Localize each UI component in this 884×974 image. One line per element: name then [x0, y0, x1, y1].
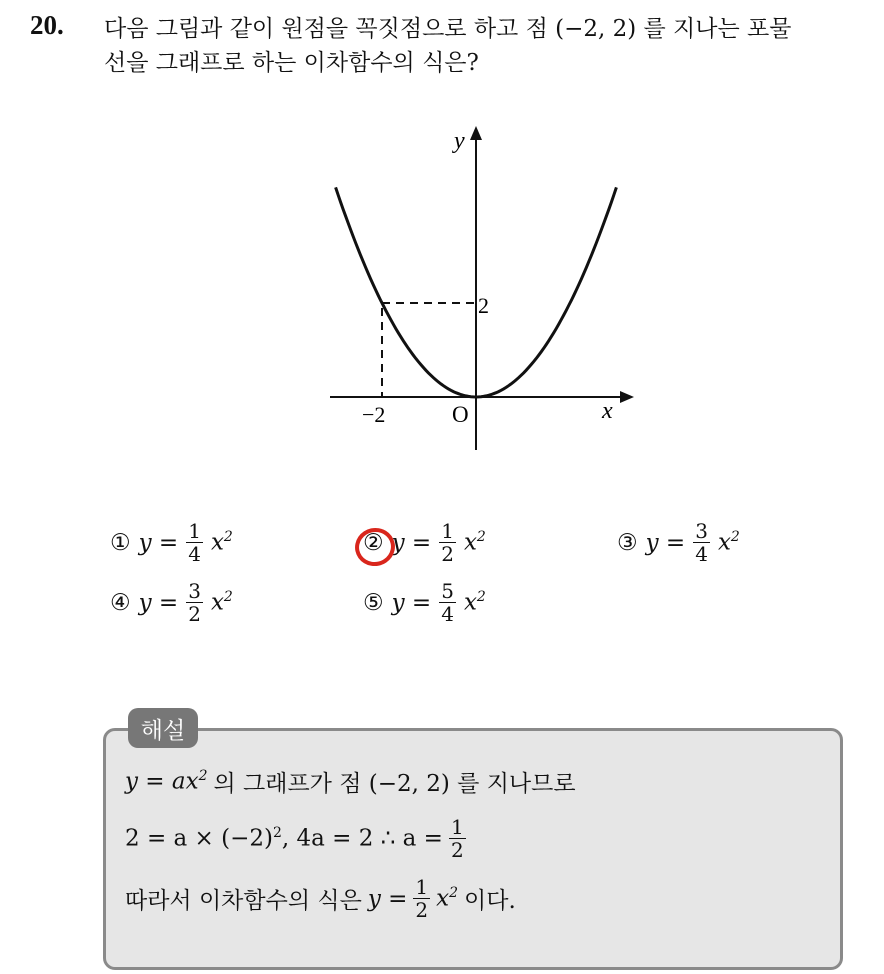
- choice-marker: ③: [617, 529, 638, 556]
- y-axis-arrow: [470, 126, 482, 140]
- choice-4[interactable]: [110, 580, 233, 625]
- choice-variable: $x^2$: [717, 529, 740, 556]
- question-line-2: 선을 그래프로 하는 이차함수의 식은?: [104, 50, 479, 76]
- y-axis-label: y: [454, 128, 465, 154]
- solution-line-1: [125, 765, 576, 798]
- question-text: [104, 12, 864, 80]
- solution-text: 의 그래프가 점 (−2, 2) 를 지나므로: [213, 771, 576, 797]
- solution-variable: $x^2$: [436, 885, 459, 912]
- x-axis-arrow: [620, 391, 634, 403]
- choice-variable: $x^2$: [463, 529, 486, 556]
- question-number: 20.: [30, 10, 64, 40]
- solution-fraction: $\frac{1}{2}$: [415, 875, 429, 922]
- choice-lhs: y =: [645, 529, 686, 556]
- parabola-graph: [320, 120, 650, 460]
- choice-fraction: $\frac{1}{4}$: [188, 519, 201, 566]
- choice-fraction: $\frac{3}{2}$: [188, 579, 201, 626]
- x-axis-label: x: [602, 398, 613, 424]
- solution-equation: $2 = a \times (-2)^2$, 4a = 2 ∴ a =: [125, 825, 443, 852]
- choice-marker: ⑤: [363, 589, 384, 616]
- choice-lhs: y =: [391, 529, 432, 556]
- choice-lhs: y =: [138, 529, 179, 556]
- solution-fraction: $\frac{1}{2}$: [450, 815, 464, 862]
- choice-variable: $x^2$: [210, 529, 233, 556]
- choice-marker: ①: [110, 529, 131, 556]
- solution-text: 따라서 이차함수의 식은: [125, 888, 362, 914]
- y-tick-label: 2: [478, 293, 489, 318]
- choice-variable: $x^2$: [463, 589, 486, 616]
- solution-end: 이다.: [464, 888, 516, 914]
- choice-marker: ②: [363, 529, 384, 556]
- choice-lhs: y =: [138, 589, 179, 616]
- choice-1[interactable]: [110, 520, 233, 565]
- solution-line-2: [125, 816, 466, 861]
- choice-fraction: $\frac{3}{4}$: [695, 519, 708, 566]
- x-tick-label: −2: [362, 402, 386, 427]
- choice-3[interactable]: [617, 520, 740, 565]
- choice-fraction: $\frac{5}{4}$: [441, 579, 454, 626]
- solution-lhs: y =: [367, 885, 408, 912]
- solution-line-3: [125, 876, 516, 921]
- choice-variable: $x^2$: [210, 589, 233, 616]
- solution-tag: 해설: [128, 708, 198, 748]
- question-line-1: 다음 그림과 같이 원점을 꼭짓점으로 하고 점 (−2, 2) 를 지나는 포물: [104, 16, 792, 42]
- choice-marker: ④: [110, 589, 131, 616]
- choice-5[interactable]: [363, 580, 486, 625]
- choice-lhs: y =: [391, 589, 432, 616]
- origin-label: O: [452, 402, 469, 427]
- solution-equation: $y = ax^2$: [125, 768, 208, 795]
- choice-fraction: $\frac{1}{2}$: [441, 519, 454, 566]
